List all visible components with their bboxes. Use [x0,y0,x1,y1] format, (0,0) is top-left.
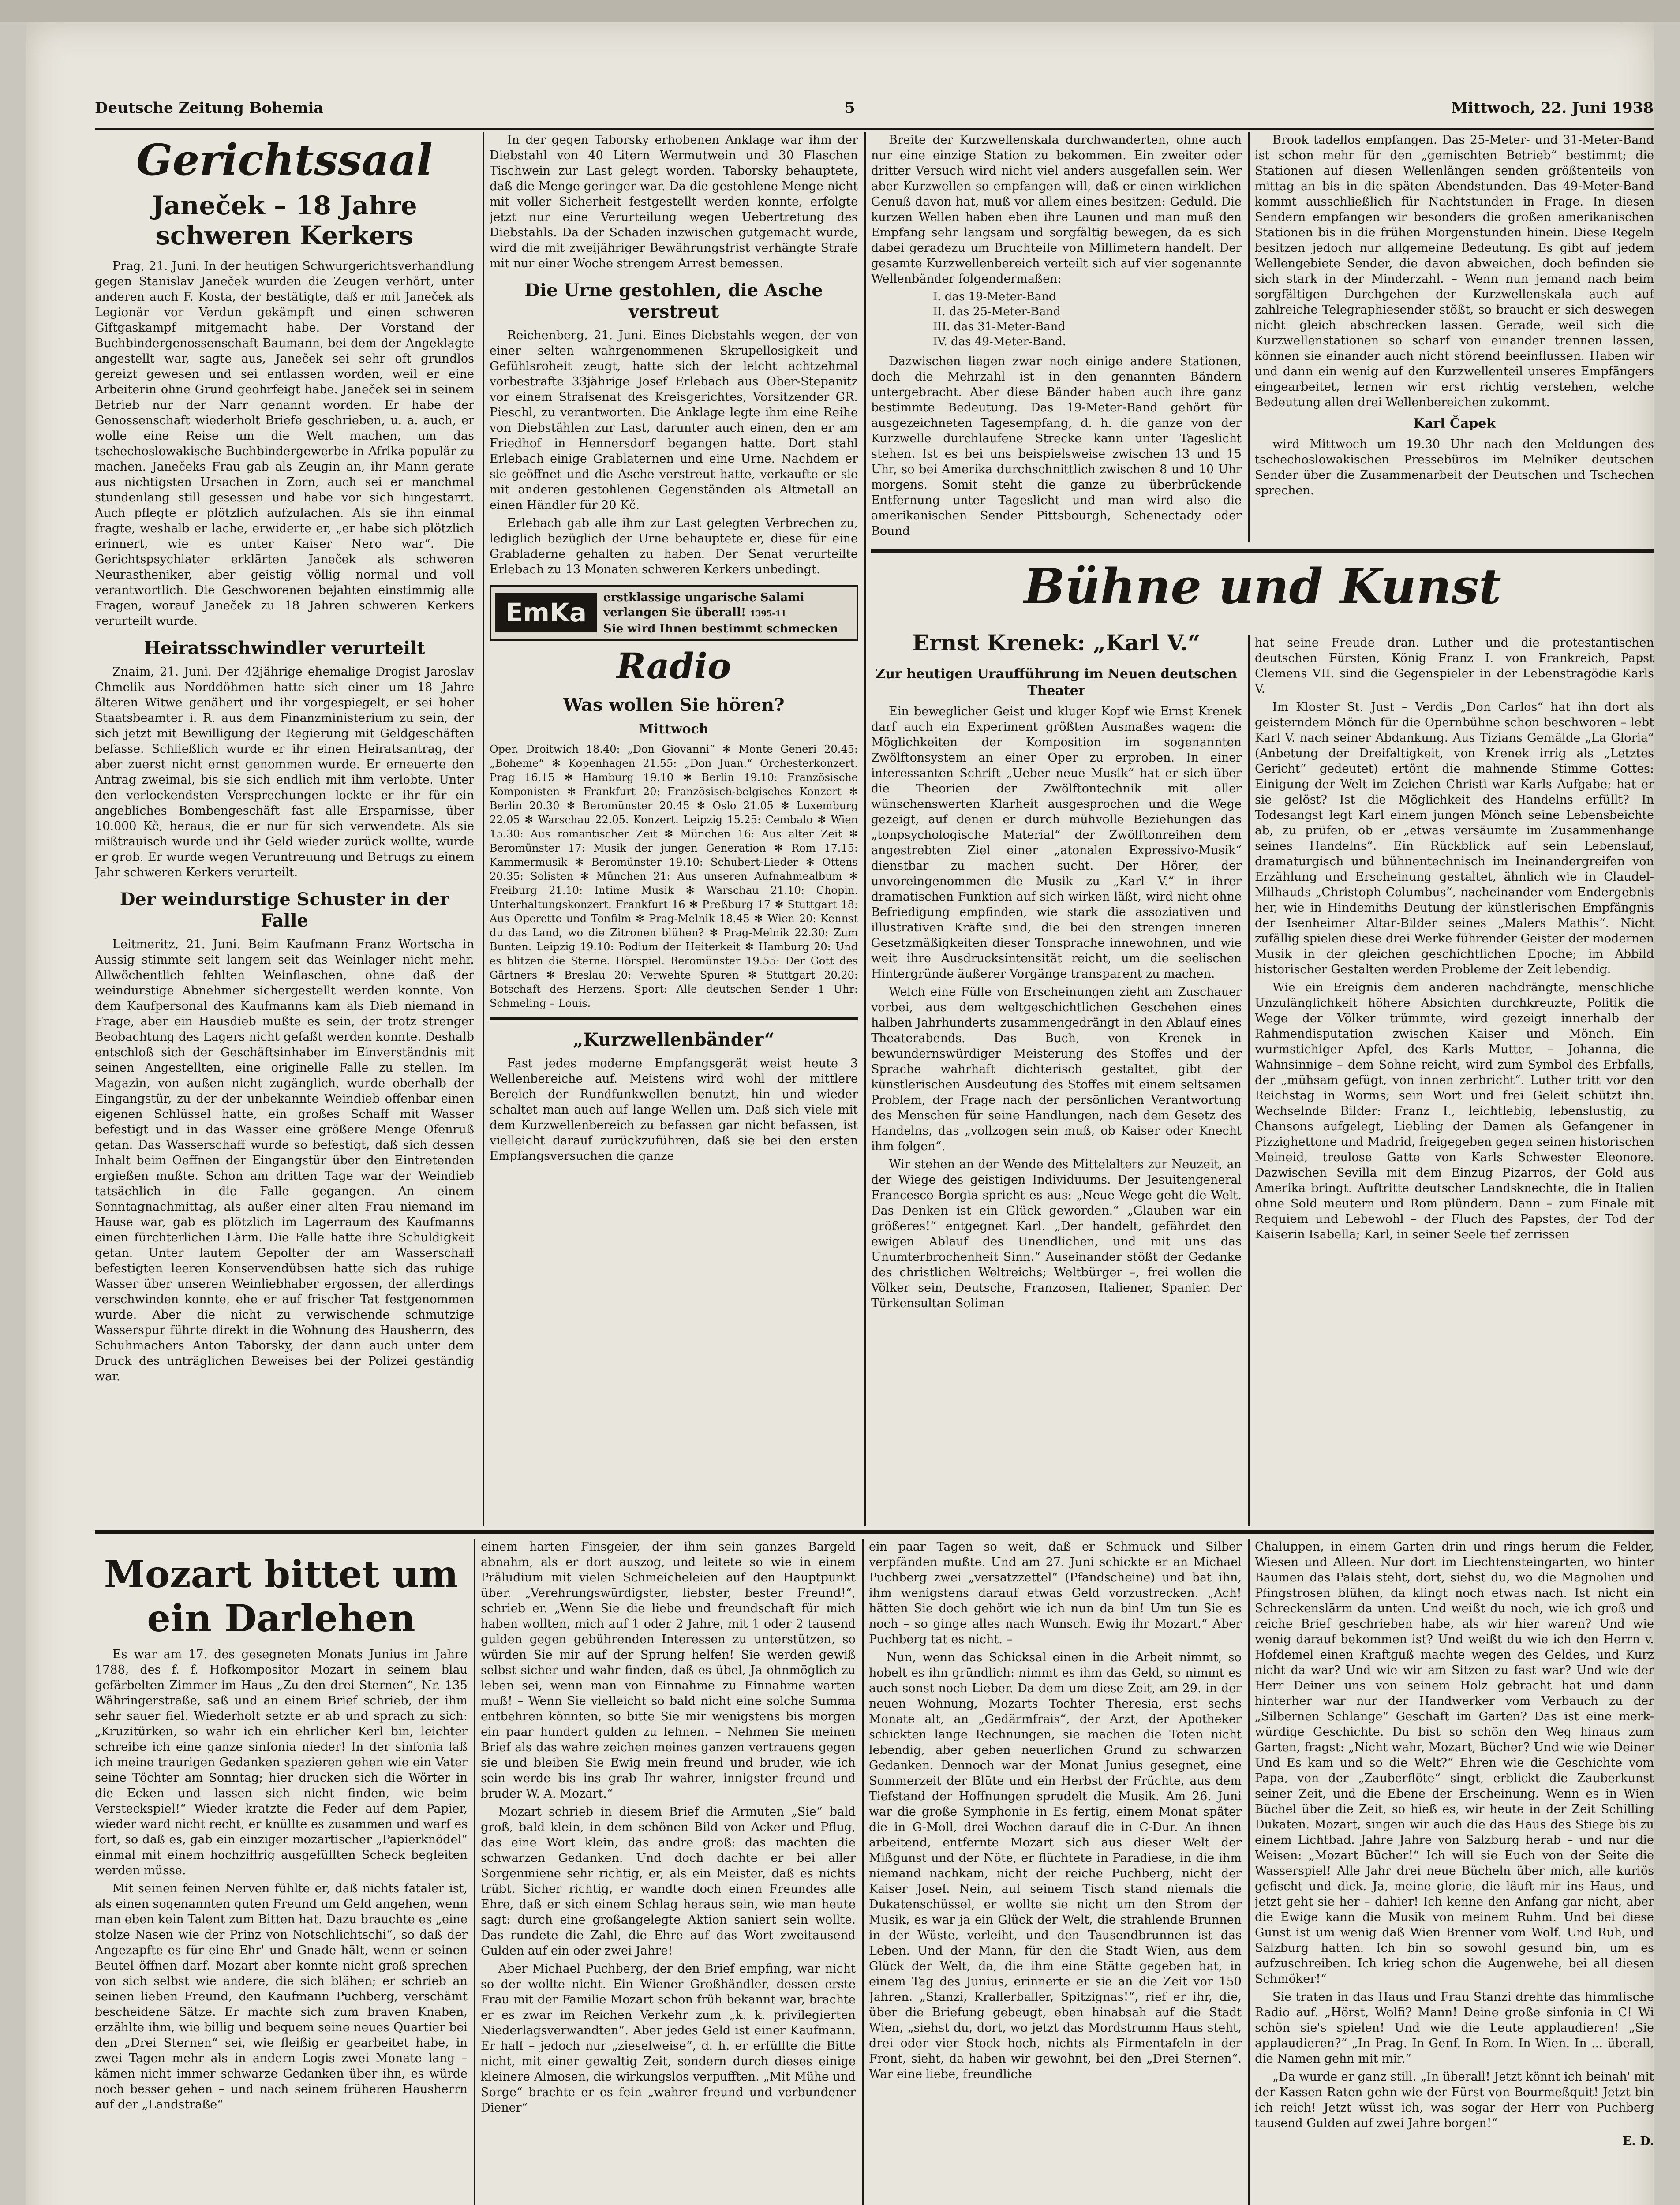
column-rule [862,1539,864,2205]
article-mozart-6: ein paar Tagen so weit, daß er Schmuck und Silber verpfänden mußte. Und am 27. Juni schickte er an Michael Puchberg zwei „versatzzettel“ (Pfandscheine) und bat ihn, ihm wenigstens darauf etwas Geld vorzustrecken. „Ach! hätten Sie doch gehört wie ich nun da bin! Um tun Sie es noch – so ginge alles nach Wunsch. Ewig ihr Mozart.“ Aber Puchberg tat es nicht. – [869,1540,1242,1646]
band-item: III. das 31-Meter-Band [933,320,1066,333]
mozart-column-2 [481,1539,856,2205]
page-header [95,99,1654,126]
second-column [490,132,858,1526]
article-krenek-2: Welch eine Fülle von Erscheinungen zieht am Zuschauer vorbei, aus dem weltgeschichtlichen Geschehen eines halben Jahrhunderts zusammengedrängt in den Ablauf eines Theaterabends. Das Buch, von Krenek in bewundernswürdiger Meisterung des Stoffes und der Sprache wahrhaft dichterisch gestaltet, gibt der künstlerischen Ausdeutung des Stoffes mit einem seltsamen Problem, der Frage nach der persönlichen Verantwortung des Menschen für seine Handlungen, nach dem Gesetz des Handelns, das „vollzogen sein muß, ob Kaiser oder Knecht ihm folgen“. [871,985,1242,1153]
article-krenek-4: hat seine Freude dran. Luther und die protestantischen deutschen Fürsten, König Franz I. von Frankreich, Papst Clemens VII. sind die Gegenspieler in der Lebenstragödie Karls V. [1255,636,1654,696]
article-krenek-1: Ein beweglicher Geist und kluger Kopf wie Ernst Krenek darf auch ein Experiment größten Ausmaßes wagen: die Möglichkeiten der Komposition im sogenannten Zwölftonsystem an einer Oper zu erproben. In einer interessanten Schrift „Ueber neue Musik“ hat er sich über die Theorien der Zwölftontechnik mit aller wünschenswerten Klarheit ausgesprochen und die Wege gezeigt, auf denen er durch mühvolle Beziehungen das „tonpsychologische Material“ der Zwölftonreihen dem angestrebten Ziel einer „atonalen Expressivo-Musik“ dienstbar zu machen sucht. Der Hörer, der unvoreingenommen die Musik zu „Karl V.“ in ihrer dramatischen Funktion auf sich wirken läßt, wird nicht ohne Befriedigung empfinden, wie stark die assoziativen und illustrativen Kräfte sind, die bei den strengen inneren Gesetzmäßigkeiten dieser Tonsprache innewohnen, und wie weit ihre Ausdrucksintensität reicht, um die seelischen Hintergründe äußerer Vorgänge transparent zu machen. [871,705,1242,981]
column-rule [474,1539,475,2205]
issue-date: Mittwoch, 22. Juni 1938 [1451,99,1654,117]
article-urne: Reichenberg, 21. Juni. Eines Diebstahls wegen, der von einer selten wahrgenommenen Skrupellosigkeit und Gefühlsroheit zeugt, hatte sich der leicht achtzehmal vorbestrafte 33jährige Josef Erlebach aus Ober-Stepanitz vor einem Strafsenat des Kreisgerichtes, Vorsitzender GR. Pieschl, zu verantworten. Die Anklage legte ihm eine Reihe von Diebstählen zur Last, darunter auch einen, den er am Friedhof in Hennersdorf begangen hatte. Dort stahl Erlebach einige Grablaternen und eine Urne. Nachdem er sie geöffnet und die Asche verstreut hatte, verkaufte er sie mit anderen gestohlenen Gegenständen als Altmetall an einen Händler für 20 Kč. [490,329,858,512]
article-schuster-cont: In der gegen Taborsky erhobenen Anklage war ihm der Diebstahl von 40 Litern Wermutwein und 30 Flaschen Tischwein zur Last gelegt worden. Taborsky behauptete, daß die Menge geringer war. Da die gestohlene Menge nicht mit voller Sicherheit festgestellt werden konnte, erfolgte jetzt nur eine Verurteilung wegen Uebertretung des Diebstahls. Da der Schaden inzwischen gutgemacht wurde, wird die mit zweijähriger Bewährungsfrist verhängte Strafe mit nur einer Woche strengem Arrest bemessen. [490,133,858,270]
column-rule [864,132,866,1526]
article-krenek-6: Wie ein Ereignis dem anderen nachdrängte, menschliche Unzulänglichkeit höhere Absichten durchkreuzte, Politik die Wege der Völker trümmte, wird gezeigt innerhalb der Rahmendisputation zwischen Kaiser und Mönch. Ein wurmstichiger Apfel, des Karls Mutter, – Johanna, die Wahnsinnige – dem Sohne reicht, wird zum Symbol des Erbfalls, der „mühsam gefügt, von innen zerbricht“. Luther tritt vor den Reichstag in Worms; sein Wort und frei Geleit schützt ihn. Wechselnde Bilder: Franz I., leichtlebig, lebenslustig, zu Chansons aufgelegt, Liebling der Damen als Gefangener in Pizzighettone und Madrid, freigegeben gegen seinen historischen Meineid, treulose Gatte von Karls Schwester Eleonore. Dazwischen Sevilla mit dem Einzug Pizarros, der Gold aus Amerika bringt. Auftritte deutscher Landsknechte, die in Italien ohne Sold meutern und Rom plündern. Dann – zum Finale mit Requiem und Lebewohl – der Fluch des Papstes, der Tod der Kaiserin Isabella; Karl, in seiner Seele tief zerrissen [1255,981,1654,1241]
header-rule [95,128,1654,130]
article-mozart-8: Chaluppen, in einem Garten drin und rings herum die Felder, Wiesen und Alleen. Nur dort im Liechtensteingarten, wo hinter Baumen das Palais steht, dort, siehst du, wo die Magnolien und Pfingstrosen blühen, da klingt noch etwas nach. Ist nicht ein Schreckenslärm da unten. Und weißt du noch, wie ich groß und reiche Brief geschrieben habe, als wir hier waren? Und wie wenig darauf bekommen ist? Und weißt du wie ich den Herrn v. Hofdemel einen Kraftguß machte wegen des Geldes, und Kurz nicht da war? Und wie wir am Sitzen zu fast war? Und wie der Herr Deiner uns von seinem Holz gebracht hat und dann hinterher war nur der Handwerker vom Verbauch zu der „Silbernen Schlange“ Geschaft im Garten? Das ist eine merk- würdige Geschichte. Du bist so schön den Weg hinaus zum Garten, fragst: „Nicht wahr, Mozart, Bücher? Und wie wie Deiner Und Es kam und so die Welt?“ Ehren wie die Geschichte vom Papa, von der „Zauberflöte“ singt, erblickt die Zauberkunst seiner Zeit, und die Ebene der Erscheinung. Wenn es in Wien Büchel über die Zeit, so hieß es, wir heute in der Zeit Schilling Dukaten. Mozart, singen wir auch die das Haus des Stiege bis zu einem Lichtbad. Jahre Jahre von Salzburg herab – und nur die Weisen: „Mozart Bücher!“ Ich will sie Euch von der Seite die Wasserspiel! Alle Jahr drei neue Bücheln über mich, alle kuriös gefischt und dick. Ja, meine glorie, die läuft mir ins Haus, und jetzt geht sie her – dahier! Ich kenne den Anfang gar nicht, aber die Ewige kann die Musik von meinem Ruhm. Und bei diese Gunst ist um wenig daß Wien Brenner vom Wolf. Und Ruh, und Salzburg hatten. Ich bin so sowohl gesund bin, um es aufzuschreiben. Ich krieg schon die Augenwehe, bei all diesen Schmöker!“ [1255,1540,1654,1986]
kunst-column-right [1255,635,1654,1526]
mozart-column-4 [1255,1539,1654,2205]
headline-heiratsschwindler: Heiratsschwindler verurteilt [144,638,425,658]
bottom-band-rule [95,1530,1654,1534]
radio-headline: Was wollen Sie hören? [563,695,785,715]
article-mozart-1: Es war am 17. des gesegneten Monats Junius im Jahre 1788, des f. f. Hofkompositor Mozart in seinem blau gefärbelten Zimmer im Haus „Zu den drei Sternen“, Nr. 135 Währingerstraße, saß und an einem Brief schrieb, der ihm sehr sauer fiel. Wiederholt setzte er ab und sprach zu sich: „Kruzitürken, so wahr ich ein ehrlicher Kerl bin, leichter schreibe ich eine ganze sinfonia nieder! In der sinfonia laß ich meine traurigen Gedanken spazieren gehen wie ein Vater seine Töchter am Sonntag; hier drucken sich die Wörter in die Ecken und lassen sich nicht finden, wie beim Versteckspiel!“ Wieder kratzte die Feder auf dem Papier, wieder ward nicht recht, er knüllte es zusammen und warf es fort, so daß es, gab ein einziger mozartischer „Papierknödel“ einmal mit einem hochziffrig ausgefüllten Scheck begleiten werden müsse. [95,1648,468,1877]
column-rule [1248,132,1250,542]
article-kurzwellen-bands: Dazwischen liegen zwar noch einige andere Stationen, doch die Mehrzahl ist in den genannten Bändern untergebracht. Aber diese Bänder haben auch ihre ganz bestimmte Bedeutung. Das 19-Meter-Band gehört für ausgezeichneten Tagesempfang, d. h. die ganze von der Kurzwelle durchlaufene Strecke kann unter Tageslicht stehen. Ist es bei uns beispielsweise zwischen 13 und 15 Uhr, so bei Amerika durchschnittlich zwischen 8 und 10 Uhr morgens. Somit steht die ganze zu überbrückende Entfernung unter Tageslicht und man wird also die amerikanischen Sender Pittsbourgh, Schenectady oder Bound [871,355,1242,538]
article-kurzwellen-end: Brook tadellos empfangen. Das 25-Meter- und 31-Meter-Band ist schon mehr für den „gemischten Betrieb“ bestimmt; die Stationen auf diesen Wellenlängen senden größtenteils von mittag an bis in die späten Abendstunden. Das 49-Meter-Band kommt ausschließlich für Nachtstunden in Frage. In diesen Sendern empfangen wir besonders die großen amerikanischen Stationen bis in die frühen Morgenstunden hinein. Diese Regeln besitzen jedoch nur allgemeine Bedeutung. Es gibt auf jedem Wellengebiete Sender, die davon abweichen, doch befinden sie sich stark in der Minderzahl. – Wenn nun jemand nach beim sorgfältigen Durchgehen der Kurzwellenskala auch auf zahlreiche Telegraphiesender stößt, so braucht er sich deswegen nicht gleich abschrecken lassen. Gerade, weil sich die Kurzwellenstationen so scharf von einander trennen lassen, können sie einander auch nicht störend beeinflussen. Haben wir und dann ein wenig auf den Kurzwellenteil unseres Empfängers eingearbeitet, lernen wir erst richtig verstehen, welche Bedeutung allen drei Wellenbereichen zukommt. [1255,133,1654,409]
headline-mozart: Mozart bittet um ein Darlehen [104,1552,459,1640]
capek-author: Karl Čapek [1413,416,1496,431]
article-mozart-2: Mit seinen feinen Nerven fühlte er, daß nichts fataler ist, als einen sogenannten guten Freund um Geld angehen, wenn man eben kein Talent zum Bitten hat. Dazu brauchte es „eine stolze Nasen wie der Prinz von Notschlichtschi“, so daß der Angezapfte es für eine Ehr' und Gnade hält, wenn er seinen Beutel öffnen darf. Mozart aber konnte nicht groß sprechen von sich selbst wie andere, die sich blähen; er schrieb an seinen lieben Freund, den Kaufmann Puchberg, verschämt bescheidene Sätze. Er machte sich zum braven Knaben, erzählte ihm, wie billig und bequem seine neues Quartier bei den „Drei Sternen“ sei, wie fleißig er gearbeitet habe, in zwei Tagen mehr als in andern Logis zwei Monate lang – kämen nicht immer schwarze Gedanken über ihn, es würde noch besser gehen – und nach seinem früheren Hausherrn auf der „Landstraße“ [95,1882,468,2112]
kunst-top-rule [871,549,1654,553]
article-kurzwellen-cont: Breite der Kurzwellenskala durchwanderten, ohne auch nur eine einzige Station zu bekommen. Ein zweiter oder dritter Versuch wird nicht viel anders ausgefallen sein. Wer aber Kurzwellen so empfangen will, daß er einen wirklichen Genuß davon hat, muß vor allem eines besitzen: Geduld. Die kurzen Wellen haben eben ihre Launen und man muß den Empfang sehr langsam und sorgfältig bewegen, da es sich dabei geradezu um Bruchteile von Millimetern handelt. Der gesamte Kurzwellenbereich verteilt sich auf vier sogenannte Wellenbänder folgendermaßen: [871,133,1242,286]
ad-line-3: Sie wird Ihnen bestimmt schmecken [603,622,838,635]
ad-line-2-text: verlangen Sie überall! [603,606,746,619]
section-title-kunst: Bühne und Kunst [1024,558,1501,615]
ad-line-1: erstklassige ungarische Salami [603,591,804,604]
column-rule [1248,635,1250,1526]
radio-day: Mittwoch [639,721,709,737]
paper-name: Deutsche Zeitung Bohemia [95,99,324,117]
article-mozart-5: Aber Michael Puchberg, der den Brief empfing, war nicht so der wollte nicht. Ein Wiener Großhändler, dessen erste Frau mit der Familie Mozart schon früh bekannt war, brachte er es zwar im Reichen Verkehr zum „k. k. privilegierten Niederlagsverwandten“. Aber jedes Geld ist einer Kaufmann. Er half – jedoch nur „zieselweise“, d. h. er erfüllte die Bitte nicht, mit einer gewaltig Zeit, sondern durch dieses einige kleinere Almosen, die wirkungslos verpufften. „Mit Mühe und Sorge“ brachte er es fein „wahrer freund und verbundener Diener“ [481,1962,856,2115]
third-column-top [871,132,1242,545]
ad-text [603,590,852,636]
emka-advertisement [490,585,858,641]
fourth-column-top [1255,132,1654,545]
article-janecek: Prag, 21. Juni. In der heutigen Schwurgerichtsverhandlung gegen Stanislav Janeček wurden die Zeugen verhört, unter anderen auch F. Kosta, der bestätigte, daß er mit Janeček als Legionär vor Verdun gekämpft und einen schweren Giftgaskampf mitgemacht habe. Der Vorstand der Buchbindergenossenschaft Baumann, bei dem der Angeklagte angestellt war, sagte aus, Janeček sei sehr oft grundlos gereizt gewesen und sei entlassen worden, weil er eine Arbeiterin ohne Grund geohrfeigt habe. Janeček sei in seinem Betrieb nur der Narr genannt worden. Er habe der Genossenschaft wiederholt Briefe geschrieben, u. a. auch, er wolle eine Reise um die Welt machen, um das tschechoslowakische Buchbindergewerbe in Afrika populär zu machen. Janečeks Frau gab als Zeugin an, ihr Mann gerate aus nichtigsten Ursachen in Zorn, auch sei er manchmal stundenlang still gesessen und habe vor sich hingestarrt. Auch pflegte er plötzlich aufzulachen. Als sie ihn einmal fragte, weshalb er lache, erwiderte er, „er habe sich plötzlich erinnert, wie es unter Kaiser Nero war“. Die Gerichtspsychiater erklärten Janeček als schweren Neurastheniker, aber geistig völlig normal und voll verantwortlich. Die Geschworenen bejahten einstimmig alle Fragen, worauf Janeček zu 18 Jahren schweren Kerkers verurteilt wurde. [95,259,474,628]
article-krenek-3: Wir stehen an der Wende des Mittelalters zur Neuzeit, an der Wiege des geistigen Individuums. Der Jesuitengeneral Francesco Borgia spricht es aus: „Neue Wege geht die Welt. Das Denken ist ein Glück geworden.“ „Glauben war ein größeres!“ entgegnet Karl. „Der handelt, gefährdet den ewigen Ablauf des Unendlichen, und mit uns das Unumterbrochenheit Sinn.“ Auseinander stößt der Gedanke des christlichen Weltreichs; Weltbürger –, frei wollen die Völker sein, Deutsche, Franzosen, Italiener, Spanier. Der Türkensultan Soliman [871,1158,1242,1310]
radio-rule [490,1017,858,1020]
band-item: I. das 19-Meter-Band [933,290,1056,303]
band-item: II. das 25-Meter-Band [933,305,1061,318]
article-kurzwellen: Fast jedes moderne Empfangsgerät weist heute 3 Wellenbereiche auf. Meistens wird wohl der mittlere Bereich der Rundfunkwellen benutzt, hin und wieder schaltet man auch auf lange Wellen um. Daß sich viele mit dem Kurzwellenbereich zu befassen gar nicht befassen, ist vielleicht darauf zurückzuführen, daß sie bei den ersten Empfangsversuchen die ganze [490,1057,858,1163]
headline-krenek: Ernst Krenek: „Karl V.“ [912,630,1201,656]
column-rule [483,132,484,1526]
article-mozart-4: Mozart schrieb in diesem Brief die Armuten „Sie“ bald groß, bald klein, in dem schönen Bild von Acker und Pflug, das eine Wort klein, das andre groß: das machten die schwarzen Gedanken. Und doch dachte er bei aller Sorgenmiene sehr richtig, er, als ein Meister, daß es nichts trübt. Sicher richtig, er wandte doch einen Freundes alle Ehre, daß er sich einem Schlag heraus sein, wie man heute sagt: durch eine großangelegte Aktion saniert sein wollte. Das rundete die Zahl, die Ehre auf das Wort zweitausend Gulden auf ein oder zwei Jahre! [481,1805,856,1958]
headline-urne: Die Urne gestohlen, die Asche verstreut [524,280,823,322]
article-schuster: Leitmeritz, 21. Juni. Beim Kaufmann Franz Wortscha in Aussig stimmte seit langem seit das Weinlager nicht mehr. Allwöchentlich fehlten Weinflaschen, ohne daß der weindurstige Abnehmer sichergestellt werden konnte. Von dem Kaufpersonal des Kaufmanns kam als Dieb niemand in Frage, aber ein Hausdieb mußte es sein, der trotz strenger Beobachtung des Lagers nicht gefaßt werden konnte. Deshalb entschloß sich der Geschäftsinhaber im Einverständnis mit seinen Angestellten, eine originelle Falle zu stellen. Im Magazin, von außen nicht zugänglich, wurde oberhalb der Eingangstür, zu der der unbekannte Weindieb offenbar einen eigenen Schlüssel hatte, ein großes Schaff mit Wasser befestigt und in das Wasser eine größere Menge Ofenruß getan. Das Wasserschaff wurde so befestigt, daß sich dessen Inhalt beim Oeffnen der Eingangstür über den Eintretenden ergießen mußte. Schon am dritten Tage war der Weindieb tatsächlich in die Falle gegangen. An einem Sonntagnachmittag, als außer einer alten Frau niemand im Hause war, gab es plötzlich im Lagerraum des Kaufmanns einen fürchterlichen Lärm. Die Falle hatte ihre Schuldigkeit getan. Unter lautem Gepolter der am Wasserschaff befestigten leeren Konservendübsen hatte sich das ruhige Wasser über unseren Weinliebhaber ergossen, der allerdings verschwinden konnte, ehe er auf frischer Tat festgenommen wurde. Aber die nicht zu verwischende schmutzige Wasserspur führte direkt in die Wohnung des Hausherrn, des Schuhmachers Anton Taborsky, der dann auch unter dem Druck des unträglichen Beweises bei der Polizei geständig war. [95,938,474,1383]
radio-program: Oper. Droitwich 18.40: „Don Giovanni“ ✻ Monte Generi 20.45: „Boheme“ ✻ Kopenhagen 21.55: „Don Juan.“ Orchesterkonzert. Prag 16.15 ✻ Hamburg 19.10 ✻ Berlin 19.10: Französische Komponisten ✻ Frankfurt 20: Französisch-belgisches Konzert ✻ Berlin 20.30 ✻ Beromünster 20.45 ✻ Oslo 21.05 ✻ Luxemburg 22.05 ✻ Warschau 22.05. Konzert. Leipzig 15.25: Cembalo ✻ Wien 15.30: Aus romantischer Zeit ✻ München 16: Aus alter Zeit ✻ Beromünster 17: Musik der jungen Generation ✻ Rom 17.15: Kammermusik ✻ Beromünster 19.10: Schubert-Lieder ✻ Ottens 20.35: Solisten ✻ München 21: Aus unseren Aufnahmealbum ✻ Freiburg 21.10: Intime Musik ✻ Warschau 21.10: Chopin. Unterhaltungskonzert. Frankfurt 16 ✻ Preßburg 17 ✻ Stuttgart 18: Aus Operette und Tonfilm ✻ Prag-Melnik 18.45 ✻ Wien 20: Kennst du das Land, wo die Zitronen blühen? ✻ Prag-Melnik 22.30: Zum Bunten. Leipzig 19.10: Podium der Heiterkeit ✻ Hamburg 20: Und es blitzen die Sterne. Hörspiel. Beromünster 19.55: Der Gott des Gärtners ✻ Breslau 20: Verwehte Spuren ✻ Stuttgart 20.20: Botschaft des Herzens. Sport: Alle deutschen Sender 1 Uhr: Schmeling – Louis. [490,743,858,1009]
section-title-radio: Radio [616,645,731,687]
court-column [95,132,474,1526]
emka-logo: EmKa [495,593,597,632]
article-heiratsschwindler: Znaim, 21. Juni. Der 42jährige ehemalige Drogist Jaroslav Chmelik aus Norddöhmen hatte sich einer um 18 Jahre älteren Witwe genähert und ihr vorgespiegelt, er sei hoher Staatsbeamter i. R. aus dem Finanzministerium zu sein, der sich jetzt mit Bewilligung der Regierung mit Geldgeschäften befasse. Schließlich wurde er ihr einen Heiratsantrag, der aber zuerst nicht ernst genommen wurde. Er erneuerte den Antrag zweimal, bis sie sich endlich mit ihm verlobte. Unter den verlockendsten Versprechungen lockte er ihr für ein angebliches Bombengeschäft fast alle Ersparnisse, über 10.000 Kč, heraus, die er nur für sich verwendete. Als sie mißtrauisch wurde und ihr Geld wieder zurück wollte, wurde er grob. Er wurde wegen Veruntreuung und Betrugs zu einem Jahr schweren Kerkers verurteilt. [95,665,474,879]
capek-notice: wird Mittwoch um 19.30 Uhr nach den Meldungen des tschechoslowakischen Pressebüros im Melniker deutschen Sender über die Zusammenarbeit der Deutschen und Tschechen sprechen. [1255,437,1654,497]
headline-kurzwellen: „Kurzwellenbänder“ [573,1029,775,1050]
band-item: IV. das 49-Meter-Band. [933,335,1066,348]
page-number: 5 [845,99,855,117]
article-mozart-3: einem harten Finsgeier, der ihm sein ganzes Bargeld abnahm, als er dort auszog, und leitete so wie in einem Präludium mit vielen Schmeicheleien auf den Hauptpunkt über. „Verehrungswürdigster, liebster, bester Freund!“, schrieb er. „Wenn Sie die liebe und freundschaft für mich haben wollten, mich auf 1 oder 2 Jahre, mit 1 oder 2 tausend gulden gegen gebührenden Interessen zu unterstützen, so würden Sie mir auf der Sprung helfen! Sie werden gewiß selbst sicher und wahr finden, daß es übel, Ja ohnmöglich zu leben sei, wenn man von Einnahme zu Einnahme warten muß! – Wenn Sie vielleicht so bald nicht eine solche Summa entbehren könnten, so bitte Sie mir wenigstens bis morgen ein paar hundert gulden zu lehnen. – Nehmen Sie meinen Brief als das wahre zeichen meines ganzen vertrauens gegen sie und bleiben Sie Ewig mein freund und bruder, wie ich sein werde bis ins grab Ihr wahrer, innigster freund und bruder W. A. Mozart.“ [481,1540,856,1801]
page-top-margin [0,0,1680,22]
article-mozart-9: Sie traten in das Haus und Frau Stanzi drehte das himmlische Radio auf. „Hörst, Wolfi? Mann! Deine große sinfonia in C! Wi schön sie's spielen! Und wie die Leute applaudieren! „Sie applaudieren?“ „In Prag. In Genf. In Rom. In Wien. In ... überall, die Namen gehn mit mir.“ [1255,1990,1654,2066]
headline-janecek: Janeček – 18 Jahre schweren Kerkers [152,191,417,250]
ad-line-2 [603,605,852,621]
ad-code: 1395-11 [750,609,786,618]
article-krenek-5: Im Kloster St. Just – Verdis „Don Carlos“ hat ihn dort als geisterndem Mönch für die Opernbühne schon beschworen – lebt Karl V. nach seiner Abdankung. Aus Tizians Gemälde „La Gloria“ (Anbetung der Dreifaltigkeit, von Krenek irrig als „Letztes Gericht“ gedeutet) ertönt die mahnende Stimme Gottes: Einigung der Welt im Zeichen Christi war Karls Aufgabe; hat er sie gelöst? Ist die Möglichkeit des Handelns erfüllt? In Todesangst legt Karl einem jungen Mönch seine Lebensbeichte ab, zu prüfen, ob er „etwas versäumte im Zusammenhange seines Handelns“. Ein Rückblick auf sein Lebenslauf, dramaturgisch und bühnentechnisch im Ineinandergreifen von Erzählung und Erscheinung gestaltet, ähnlich wie in Claudel-Milhauds „Christoph Columbus“, nacheinander vom Endergebnis her, wie in Hindemiths Deutung der künstlerischen Empfängnis der Isenheimer Altar-Bilder seines „Malers Mathis“. Nicht zufällig spielen diese drei Werke führender Geister der modernen Musik in der gleichen geschichtlichen Epoche; im Abbild historischer Gestalten werden Probleme der Zeit lebendig. [1255,700,1654,976]
article-mozart-7: Nun, wenn das Schicksal einen in die Arbeit nimmt, so hobelt es ihn gründlich: nimmt es ihm das Geld, so nimmt es auch sonst noch Lieber. Da dem um diese Zeit, am 29. in der neuen Wohnung, Mozarts Tochter Theresia, erst sechs Monate alt, an „Gedärmfrais“, der Arzt, der Apotheker schickten lange Rechnungen, sie machen die Toten nicht lebendig, aber geben neuerlichen Grund zu schwarzen Gedanken. Dennoch war der Monat Junius gesegnet, eine Sommerzeit der Blüte und ein Herbst der Früchte, aus dem Tiefstand der Hoffnungen sprudelt die Musik. Am 26. Juni war die große Symphonie in Es fertig, einem Monat später die in G-Moll, drei Wochen darauf die in C-Dur. An ihnen arbeitend, entfernte Mozart sich aus dieser Welt der Mißgunst und der Nöte, er flüchtete in Paradiese, in die ihm niemand nachkam, nicht der reiche Puchberg, nicht der Kaiser Josef. Nein, auf seinem Tisch stand niemals die Dukatenschüssel, er wollte sie nicht um den Strom der Musik, es war ja ein Glück der Welt, die strahlende Brunnen in der Wüste, verleiht, und den Tausendbrunnen ist das Leben. Und der Mann, für den die Stadt Wien, aus dem Glück der Welt, da, die ihm eine Stätte gegeben hat, in einem Tag des Junius, erinnerte er sie an die Zeit vor 150 Jahren. „Stanzi, Krallerballer, Spitzignas!“, rief er ihr, die, über die Briefung gebeugt, eben hinabsah auf die Stadt Wien, „siehst du, dort, wo jetzt das Mordstrumm Haus steht, drei oder vier Stock hoch, nichts als Firmentafeln in der Front, sieht, da haben wir gewohnt, bei den „Drei Sternen“. War eine liebe, freundliche [869,1651,1242,2081]
article-urne-verdict: Erlebach gab alle ihm zur Last gelegten Verbrechen zu, lediglich bezüglich der Urne behauptete er, diese für eine Grabladerne gehalten zu haben. Der Senat verurteilte Erlebach zu 13 Monaten schweren Kerkers unbedingt. [490,516,858,576]
mozart-column-3 [869,1539,1242,2205]
subhead-krenek: Zur heutigen Uraufführung im Neuen deutschen Theater [876,666,1237,699]
headline-schuster: Der weindurstige Schuster in der Falle [120,889,449,931]
mozart-signature: E. D. [1622,2134,1654,2148]
band-list [933,289,1242,349]
article-mozart-10: „Da wurde er ganz still. „In überall! Jetzt könnt ich beinah' mit der Kassen Raten gehn wie der Fürst von Bourmeßquit! Jetzt bin ich reich! Jetzt wüsst ich, was sogar der Herr von Puchberg tausend Gulden auf zwei Jahre borgen!“ [1255,2070,1654,2130]
mozart-column-1 [95,1539,468,2205]
section-title-court: Gerichtssaal [136,135,433,185]
kunst-column-left [871,622,1242,1526]
column-rule [1248,1539,1250,2205]
